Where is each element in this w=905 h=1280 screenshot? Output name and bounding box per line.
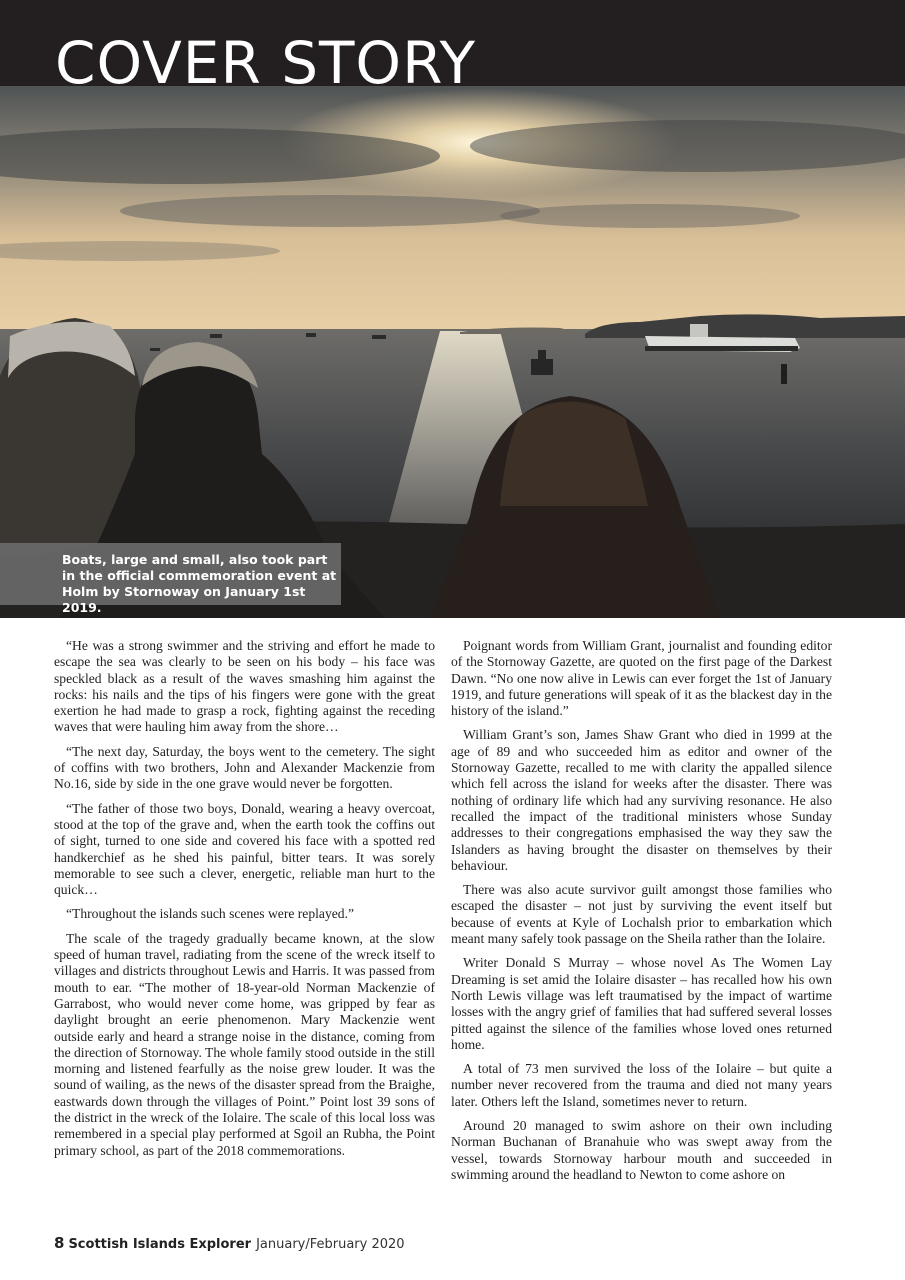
paragraph: Writer Donald S Murray – whose novel As The Women Lay Dreaming is set amid the Iolaire disaster – has recalled how his own North Lewis village was left traumatised by the impact of wartime losses with the angry grief of families that had suffered several losses pitted against the silence of the families whose loved ones returned home. (451, 955, 832, 1052)
paragraph: “The father of those two boys, Donald, wearing a heavy overcoat, stood at the top of the grave and, when the earth took the coffins out of sight, turned to one side and covered his face with a spotted red handkerchief as he shed his painful, bitter tears. It was sorely memorable to see such a clever, energetic, reliable man hurt to the quick… (54, 800, 435, 898)
paragraph: William Grant’s son, James Shaw Grant who died in 1999 at the age of 89 and who succeeded him as editor and owner of the Stornoway Gazette, recalled to me with clarity the appalled silence which fell across the island for weeks after the disaster. There was nothing of ordinary life which had any surviving resonance. He also recalled the impact of the traditional ministers whose Sunday addresses to their congregations emphasised the way they saw the Islanders as having brought the disaster on themselves by their behaviour. (451, 727, 832, 873)
paragraph: “Throughout the islands such scenes were replayed.” (66, 906, 355, 922)
paragraph: Around 20 managed to swim ashore on their own including Norman Buchanan of Branahuie who was swept away from the vessel, towards Stornoway harbour mouth and succeeded in swimming around the headland to Newton to come ashore on (451, 1118, 832, 1182)
paragraph: “The next day, Saturday, the boys went to the cemetery. The sight of coffins with two brothers, John and Alexander Mackenzie from No.16, side by side in the one grave would never be forgotten. (54, 743, 435, 792)
photo-caption: Boats, large and small, also took part in the official commemoration event at Holm by Stornoway on January 1st 2019. (62, 552, 337, 615)
article-column-right (451, 638, 832, 1191)
cover-photo (0, 86, 905, 618)
paragraph: There was also acute survivor guilt amongst those families who escaped the disaster – not just by surviving the event itself but because of events at Kyle of Lochalsh prior to embarkation which meant many safely took passage on the Sheila rather than the Iolaire. (451, 882, 832, 947)
paragraph: “He was a strong swimmer and the striving and effort he made to escape the sea was clearly to be seen on his body – his face was speckled black as a result of the waves smashing him against the rocks: his nails and the tips of his fingers were gone with the great exertion he had made to grasp a rock, fighting against the receding waves that were hauling him away from the shore… (54, 638, 435, 735)
issue-date: January/February 2020 (256, 1237, 405, 1252)
paragraph: A total of 73 men survived the loss of the Iolaire – but quite a number never recovered from the trauma and died not many years later. Others left the Island, sometimes never to return. (451, 1061, 832, 1109)
page-number: 8 (54, 1234, 65, 1252)
paragraph: Poignant words from William Grant, journalist and founding editor of the Stornoway Gazette, are quoted on the first page of the Darkest Dawn. “No one now alive in Lewis can ever forget the 1st of January 1919, and future generations will speak of it as the blackest day in the history of the island.” (451, 638, 832, 719)
page-footer (54, 1235, 405, 1253)
magazine-name: Scottish Islands Explorer (68, 1237, 252, 1252)
section-title: COVER STORY (55, 29, 477, 97)
paragraph: The scale of the tragedy gradually became known, at the slow speed of human travel, radiating from the scene of the wreck itself to villages and districts throughout Lewis and Harris. It was passed from mouth to ear. “The mother of 18-year-old Norman Mackenzie of Garrabost, who would never come home, was gripped by fear as daylight brought an eerie phenomenon. Mary Mackenzie went outside early and heard a strange noise in the distance, coming from the direction of Stornoway. The whole family stood outside in the still morning and listened fearfully as the noise grew louder. It was the sound of wailing, as the news of the disaster spread from the Braighe, eastwards down through the villages of Point.” Point lost 39 sons of the district in the wreck of the Iolaire. The scale of this local loss was remembered in a special play performed at Sgoil an Rubha, the Point primary school, as part of the 2018 commemorations. (54, 930, 435, 1158)
article-column-left (54, 638, 435, 1167)
